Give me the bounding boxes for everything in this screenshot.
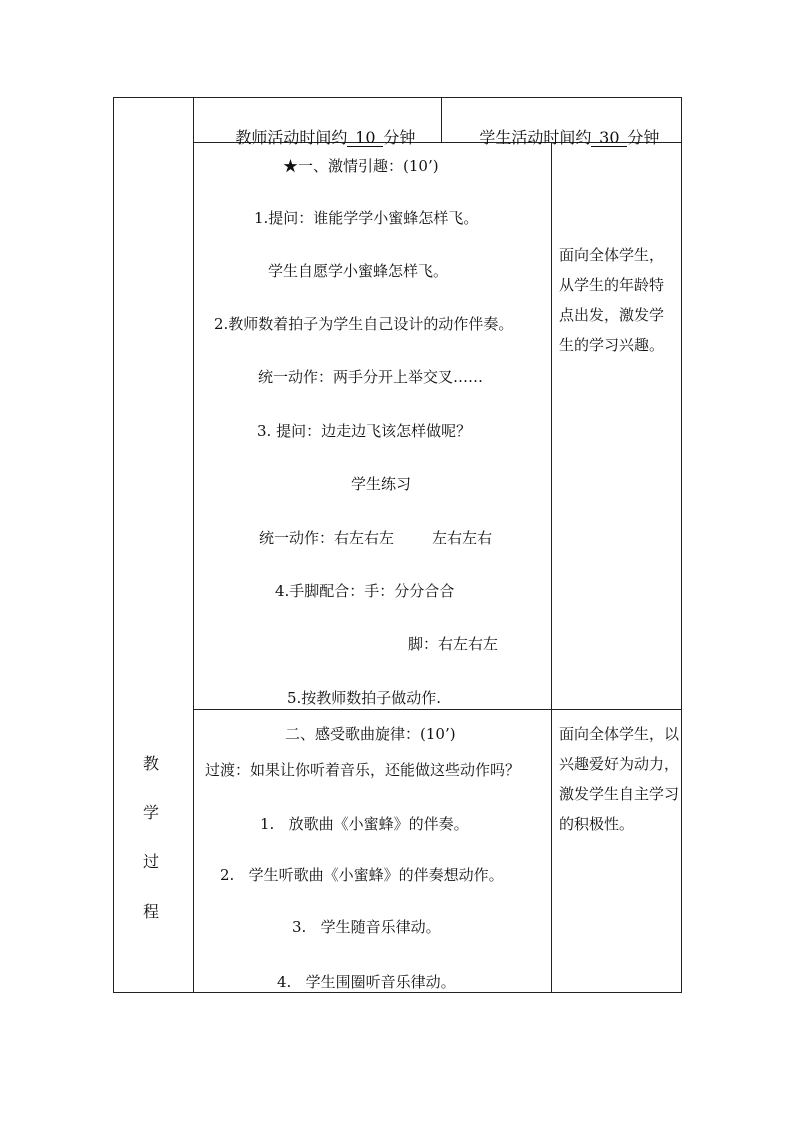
table-bottom-border: [113, 992, 682, 993]
side-label-char-1: 教: [142, 754, 159, 773]
section2-line-5: 4. 学生围圈听音乐律动。: [277, 973, 456, 991]
section1-line-9: 脚：右左右左: [408, 635, 499, 653]
section1-line-3: 2.教师数着拍子为学生自己设计的动作伴奏。: [214, 315, 514, 333]
section1-line-6: 学生练习: [351, 475, 412, 493]
side-label-char-3: 过: [142, 852, 159, 871]
section2-line-4: 3. 学生随音乐律动。: [292, 918, 441, 936]
section-divider: [193, 709, 682, 710]
student-time-suffix: 分钟: [627, 128, 660, 147]
notes-column-divider: [551, 142, 552, 993]
teacher-time-prefix: 教师活动时间约: [235, 128, 348, 147]
section1-title: ★一、激情引趣：(10’): [283, 157, 439, 175]
section1-line-8: 4.手脚配合：手：分分合合: [275, 582, 455, 600]
side-column-divider: [193, 97, 194, 993]
section2-line-3: 2. 学生听歌曲《小蜜蜂》的伴奏想动作。: [220, 866, 504, 884]
side-label-char-4: 程: [142, 902, 159, 921]
section1-line-4: 统一动作：两手分开上举交叉……: [258, 368, 484, 386]
section1-line-7: 统一动作：右左右左 左右左右: [259, 529, 493, 547]
section2-line-2: 1. 放歌曲《小蜜蜂》的伴奏。: [260, 815, 469, 833]
section2-note: 面向全体学生，以兴趣爱好为动力，激发学生自主学习的积极性。: [559, 725, 680, 833]
header-middle-divider: [441, 97, 442, 143]
section2-title: 二、感受歌曲旋律：(10’): [285, 725, 456, 743]
table-top-border: [113, 97, 682, 98]
section1-line-10: 5.按教师数拍子做动作.: [287, 689, 442, 707]
student-time-prefix: 学生活动时间约: [479, 128, 592, 147]
section2-line-1: 过渡：如果让你听着音乐，还能做这些动作吗？: [205, 761, 521, 779]
student-time-header: [459, 108, 659, 168]
student-time-minutes: 30: [591, 129, 627, 147]
section1-note: 面向全体学生，从学生的年龄特点出发，激发学生的学习兴趣。: [559, 246, 665, 354]
teacher-time-minutes: 10: [347, 129, 383, 147]
table-right-border: [681, 97, 682, 993]
side-label-char-2: 学: [142, 803, 159, 822]
section1-line-2: 学生自愿学小蜜蜂怎样飞。: [268, 262, 449, 280]
section1-line-1: 1.提问：谁能学学小蜜蜂怎样飞。: [254, 209, 479, 227]
section1-line-5: 3. 提问：边走边飞该怎样做呢？: [257, 422, 472, 440]
teacher-time-suffix: 分钟: [383, 128, 416, 147]
table-left-border: [113, 97, 114, 993]
